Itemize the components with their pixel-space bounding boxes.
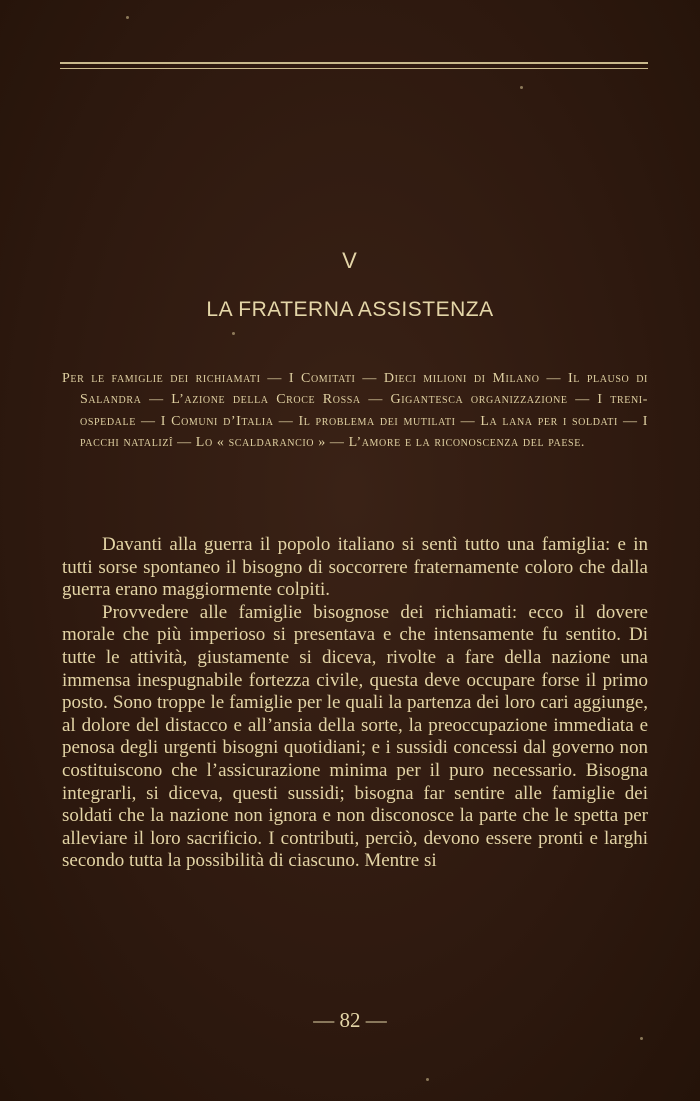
paper-speck: [232, 332, 235, 335]
header-rule-thin: [60, 68, 648, 69]
body-paragraph: Provvedere alle famiglie bisognose dei richiamati: ecco il dovere morale che più imperioso si presentava e che intensamente fu sentito. Di tutte le attività, giustamente si diceva, rivolte a fare della nazione una immensa inespugnabile fortezza civile, questa deve occupare forse il primo posto. Sono troppe le famiglie per le quali la partenza dei loro cari aggiunge, al dolore del distacco e all’ansia della sorte, la preoccupazione immediata e penosa degli urgenti bisogni quotidiani; e i sussidi concessi dal governo non costituiscono che l’assicurazione minima per il puro necessario. Bisogna integrarli, si diceva, questi sussidi; bisogna far sentire alle famiglie dei soldati che la nazione non ignora e non disconosce la parte che le spetta per alleviare il loro sacrificio. I contributi, perciò, devono essere pronti e larghi secondo tutta la possibilità di ciascuno. Mentre si: [62, 601, 648, 872]
chapter-number: V: [342, 248, 358, 273]
header-rule: [60, 62, 648, 64]
chapter-summary: Per le famiglie dei richiamati — I Comitati — Dieci milioni di Milano — Il plauso di Salandra — L’azione della Croce Rossa — Gigantesca organizzazione — I treni-ospedale — I Comuni d’Italia — Il problema dei mutilati — La lana per i soldati — I pacchi natalizî — Lo « scaldarancio » — L’amore e la riconoscenza del paese.: [62, 371, 648, 451]
paper-speck: [426, 1078, 429, 1081]
chapter-title: LA FRATERNA ASSISTENZA: [206, 298, 494, 321]
page-number: — 82 —: [313, 1008, 387, 1032]
body-text: [62, 534, 648, 873]
paper-speck: [126, 16, 129, 19]
paper-speck: [520, 86, 523, 89]
paper-speck: [640, 1037, 643, 1040]
body-paragraph: Davanti alla guerra il popolo italiano si sentì tutto una famiglia: e in tutti sorse spontaneo il bisogno di soccorrere fraternamente coloro che dalla guerra erano maggiormente colpiti.: [62, 534, 648, 601]
